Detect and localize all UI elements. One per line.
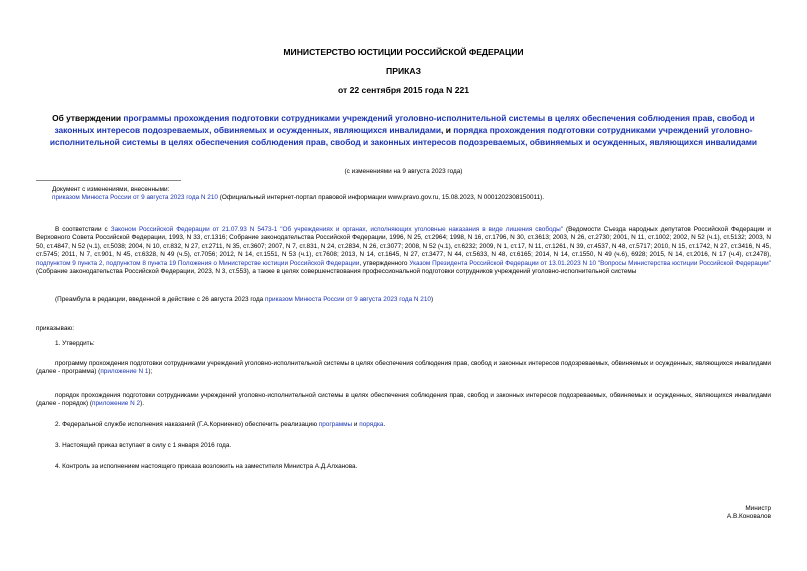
program-paragraph: [36, 360, 771, 377]
program-link[interactable]: программы прохождения подготовки сотрудниками учреждений уголовно-исполнительной системы в целях обеспечения соблюдения прав, свобод и законных интересов подозреваемых, обвиняемых и осужденных, являющихся инвалидами: [54, 113, 755, 135]
preamble-paragraph: [36, 226, 771, 276]
procedure-end: ).: [140, 400, 144, 408]
appendix-1-link[interactable]: приложение N 1: [100, 368, 149, 376]
procedure-paragraph: [36, 392, 771, 409]
item-2-procedure-link[interactable]: порядка: [359, 421, 384, 428]
preamble-text-3: , утвержденного: [359, 259, 410, 267]
divider: [36, 180, 181, 181]
preamble-text-2: (Ведомости Съезда народных депутатов Российской Федерации и Верховного Совета Российской Федерации, 1993, N 33, ст.1316; Собрание законодательства Российской Федерации, 1996, N 25, ст.2964; 1998, N 16, ст.1796, N 30, ст.3613; 2003, N 26, ст.2730; 2001, N 11, ст.1002; 2002, N 52 (ч.1), ст.5132; 2003, N 50, ст.4847, N 52 (ч.1), ст.5038; 2004, N 10, ст.832, N 27, ст.2711, N 35, ст.3607; 2007, N 7, ст.831, N 24, ст.2834, N 26, ст.3077; 2008, N 52 (ч.1), ст.6232; 2009, N 1, ст.17, N 11, ст.1261, N 39, ст.4537, N 48, ст.5717; 2010, N 15, ст.1742, N 27, ст.3416, N 45, ст.5745; 2011, N 7, ст.901, N 45, ст.6328, N 49 (ч.5), ст.7056; 2012, N 14, ст.1551, N 53 (ч.1), ст.7608; 2013, N 14, ст.1645, N 27, ст.3477, N 44, ст.5633, N 48, ст.6165; 2014, N 14, ст.1550, N 49 (ч.6), 6928; 2015, N 14, ст.2016, N 17 (ч.4), ст.2478),: [36, 226, 771, 259]
item-2-end: .: [383, 421, 386, 428]
signature-block: [600, 505, 771, 522]
program-text: программу прохождения подготовки сотрудниками учреждений уголовно-исполнительной системы в целях обеспечения соблюдения прав, свобод и законных интересов подозреваемых, обвиняемых и осужденных, являющихся инвалидами (далее - программа) (: [36, 360, 771, 376]
changes-source: (Официальный интернет-портал правовой информации www.pravo.gov.ru, 15.08.2023, N 0001202308150011).: [217, 194, 545, 202]
item-2: [55, 421, 770, 429]
changes-label: Документ с изменениями, внесенными:: [52, 186, 170, 193]
item-2-program-link[interactable]: программы: [318, 421, 353, 428]
edition-order-link[interactable]: приказом Минюста России от 9 августа 2023 года N 210: [265, 296, 431, 303]
preamble-text-1: В соответствии с: [55, 226, 111, 233]
federal-law-link[interactable]: Законом Российской Федерации от 21.07.93 N 5473-1 "Об учреждениях и органах, исполняющих уголовные наказания в виде лишения свободы": [110, 226, 564, 233]
edition-suffix: ): [430, 296, 434, 303]
presidential-decree-link[interactable]: Указом Президента Российской Федерации от 13.01.2023 N 10 "Вопросы Министерства юстиции Российской Федерации": [409, 259, 772, 267]
appendix-2-link[interactable]: приложение N 2: [92, 400, 141, 408]
title-middle: , и: [441, 124, 454, 135]
item-1: 1. Утвердить:: [55, 340, 95, 347]
title-prefix: Об утверждении: [52, 113, 124, 123]
program-end: );: [148, 368, 153, 376]
changes-block: [52, 186, 772, 203]
item-4: 4. Контроль за исполнением настоящего приказа возложить на заместителя Министра А.Д.Алханова.: [55, 463, 358, 470]
document-type: ПРИКАЗ: [386, 66, 421, 76]
signatory-name: А.В.Коновалов: [726, 513, 771, 521]
item-2-text: 2. Федеральной службе исполнения наказаний (Г.А.Корниенко) обеспечить реализацию: [55, 421, 319, 428]
item-3: 3. Настоящий приказ вступает в силу с 1 января 2016 года.: [55, 442, 232, 449]
ministry-heading: МИНИСТЕРСТВО ЮСТИЦИИ РОССИЙСКОЙ ФЕДЕРАЦИИ: [283, 47, 524, 57]
document-title: [36, 113, 771, 148]
regulation-link[interactable]: подпунктом 9 пункта 2, подпунктом 8 пункта 19 Положения о Министерстве юстиции Российской Федерации: [36, 259, 360, 267]
changes-line: [52, 194, 772, 202]
document-date-number: от 22 сентября 2015 года N 221: [337, 85, 470, 95]
preamble-edition-note: [55, 296, 770, 304]
edition-prefix: (Преамбула в редакции, введенной в действие с 26 августа 2023 года: [55, 296, 266, 303]
signatory-position: Министр: [745, 505, 771, 512]
item-2-and: и: [352, 421, 360, 428]
amending-order-link[interactable]: приказом Минюста России от 9 августа 2023 года N 210: [52, 194, 218, 202]
preamble-text-4: (Собрание законодательства Российской Федерации, 2023, N 3, ст.553), а также в целях совершенствования профессиональной подготовки сотрудников учреждений уголовно-исполнительной системы: [36, 268, 637, 276]
procedure-text: порядок прохождения подготовки сотрудниками учреждений уголовно-исполнительной системы в целях обеспечения соблюдения прав, свобод и законных интересов подозреваемых, обвиняемых и осужденных, являющихся инвалидами (далее - порядок) (: [36, 392, 771, 408]
order-word: приказываю:: [36, 325, 74, 332]
revision-note: (с изменениями на 9 августа 2023 года): [344, 168, 463, 175]
procedure-link[interactable]: порядка прохождения подготовки сотрудниками учреждений уголовно-исполнительной системы в целях обеспечения соблюдения прав, свобод и законных интересов подозреваемых, обвиняемых и осужденных, являющихся инвалидами: [49, 124, 758, 147]
